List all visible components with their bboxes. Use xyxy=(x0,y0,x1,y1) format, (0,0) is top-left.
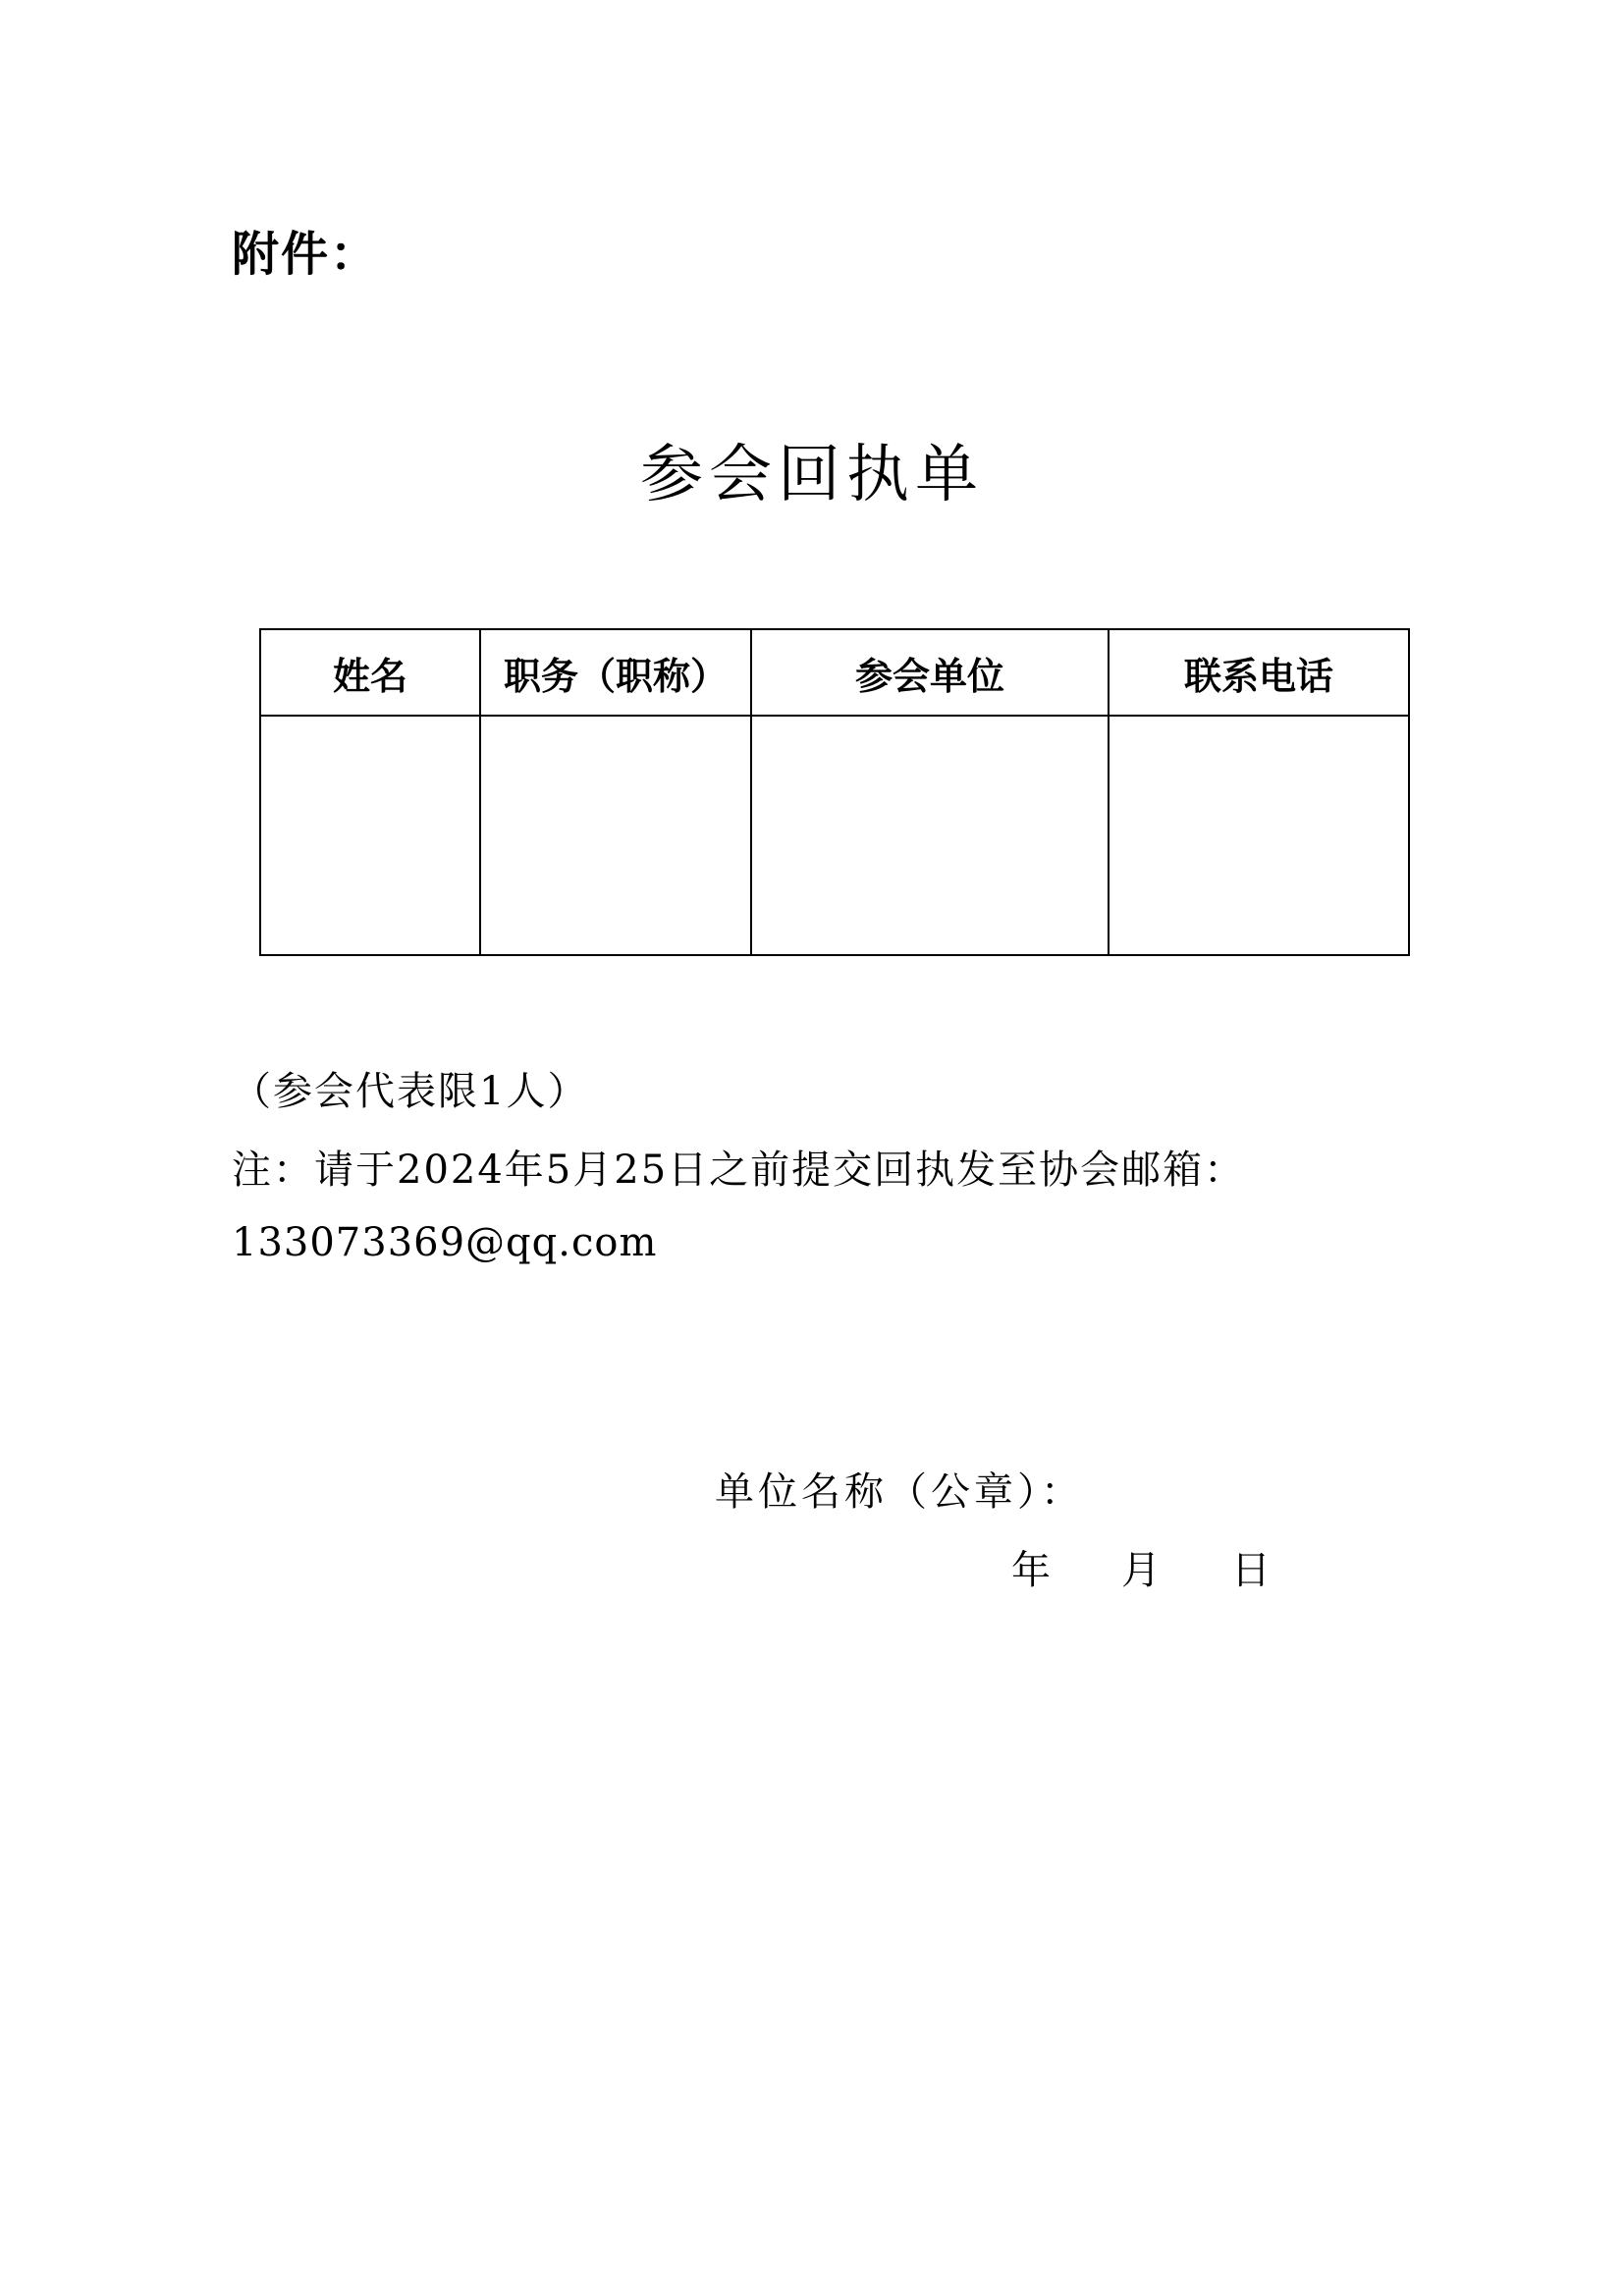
date-day-label: 日 xyxy=(1231,1548,1271,1593)
date-month-label: 月 xyxy=(1121,1548,1161,1593)
organization-seal-label: 单位名称（公章）： xyxy=(715,1469,1084,1515)
column-header-name: 姓名 xyxy=(260,629,480,716)
deadline-note: 注：请于2024年5月25日之前提交回执发至协会邮箱： xyxy=(232,1148,1246,1193)
attachment-label: 附件： xyxy=(232,227,380,282)
column-header-organization: 参会单位 xyxy=(751,629,1109,716)
column-header-position: 职务（职称） xyxy=(480,629,751,716)
attendee-limit-note: （参会代表限1人） xyxy=(232,1069,589,1114)
name-cell[interactable] xyxy=(260,716,480,955)
phone-cell[interactable] xyxy=(1109,716,1409,955)
table-row xyxy=(260,716,1409,955)
table-header-row xyxy=(260,629,1409,716)
contact-email: 133073369@qq.com xyxy=(232,1220,658,1265)
page-title: 参会回执单 xyxy=(640,439,984,511)
position-cell[interactable] xyxy=(480,716,751,955)
column-header-phone: 联系电话 xyxy=(1109,629,1409,716)
organization-cell[interactable] xyxy=(751,716,1109,955)
date-year-label: 年 xyxy=(1011,1548,1051,1593)
reply-table xyxy=(259,628,1410,956)
date-line xyxy=(1011,1539,1271,1595)
